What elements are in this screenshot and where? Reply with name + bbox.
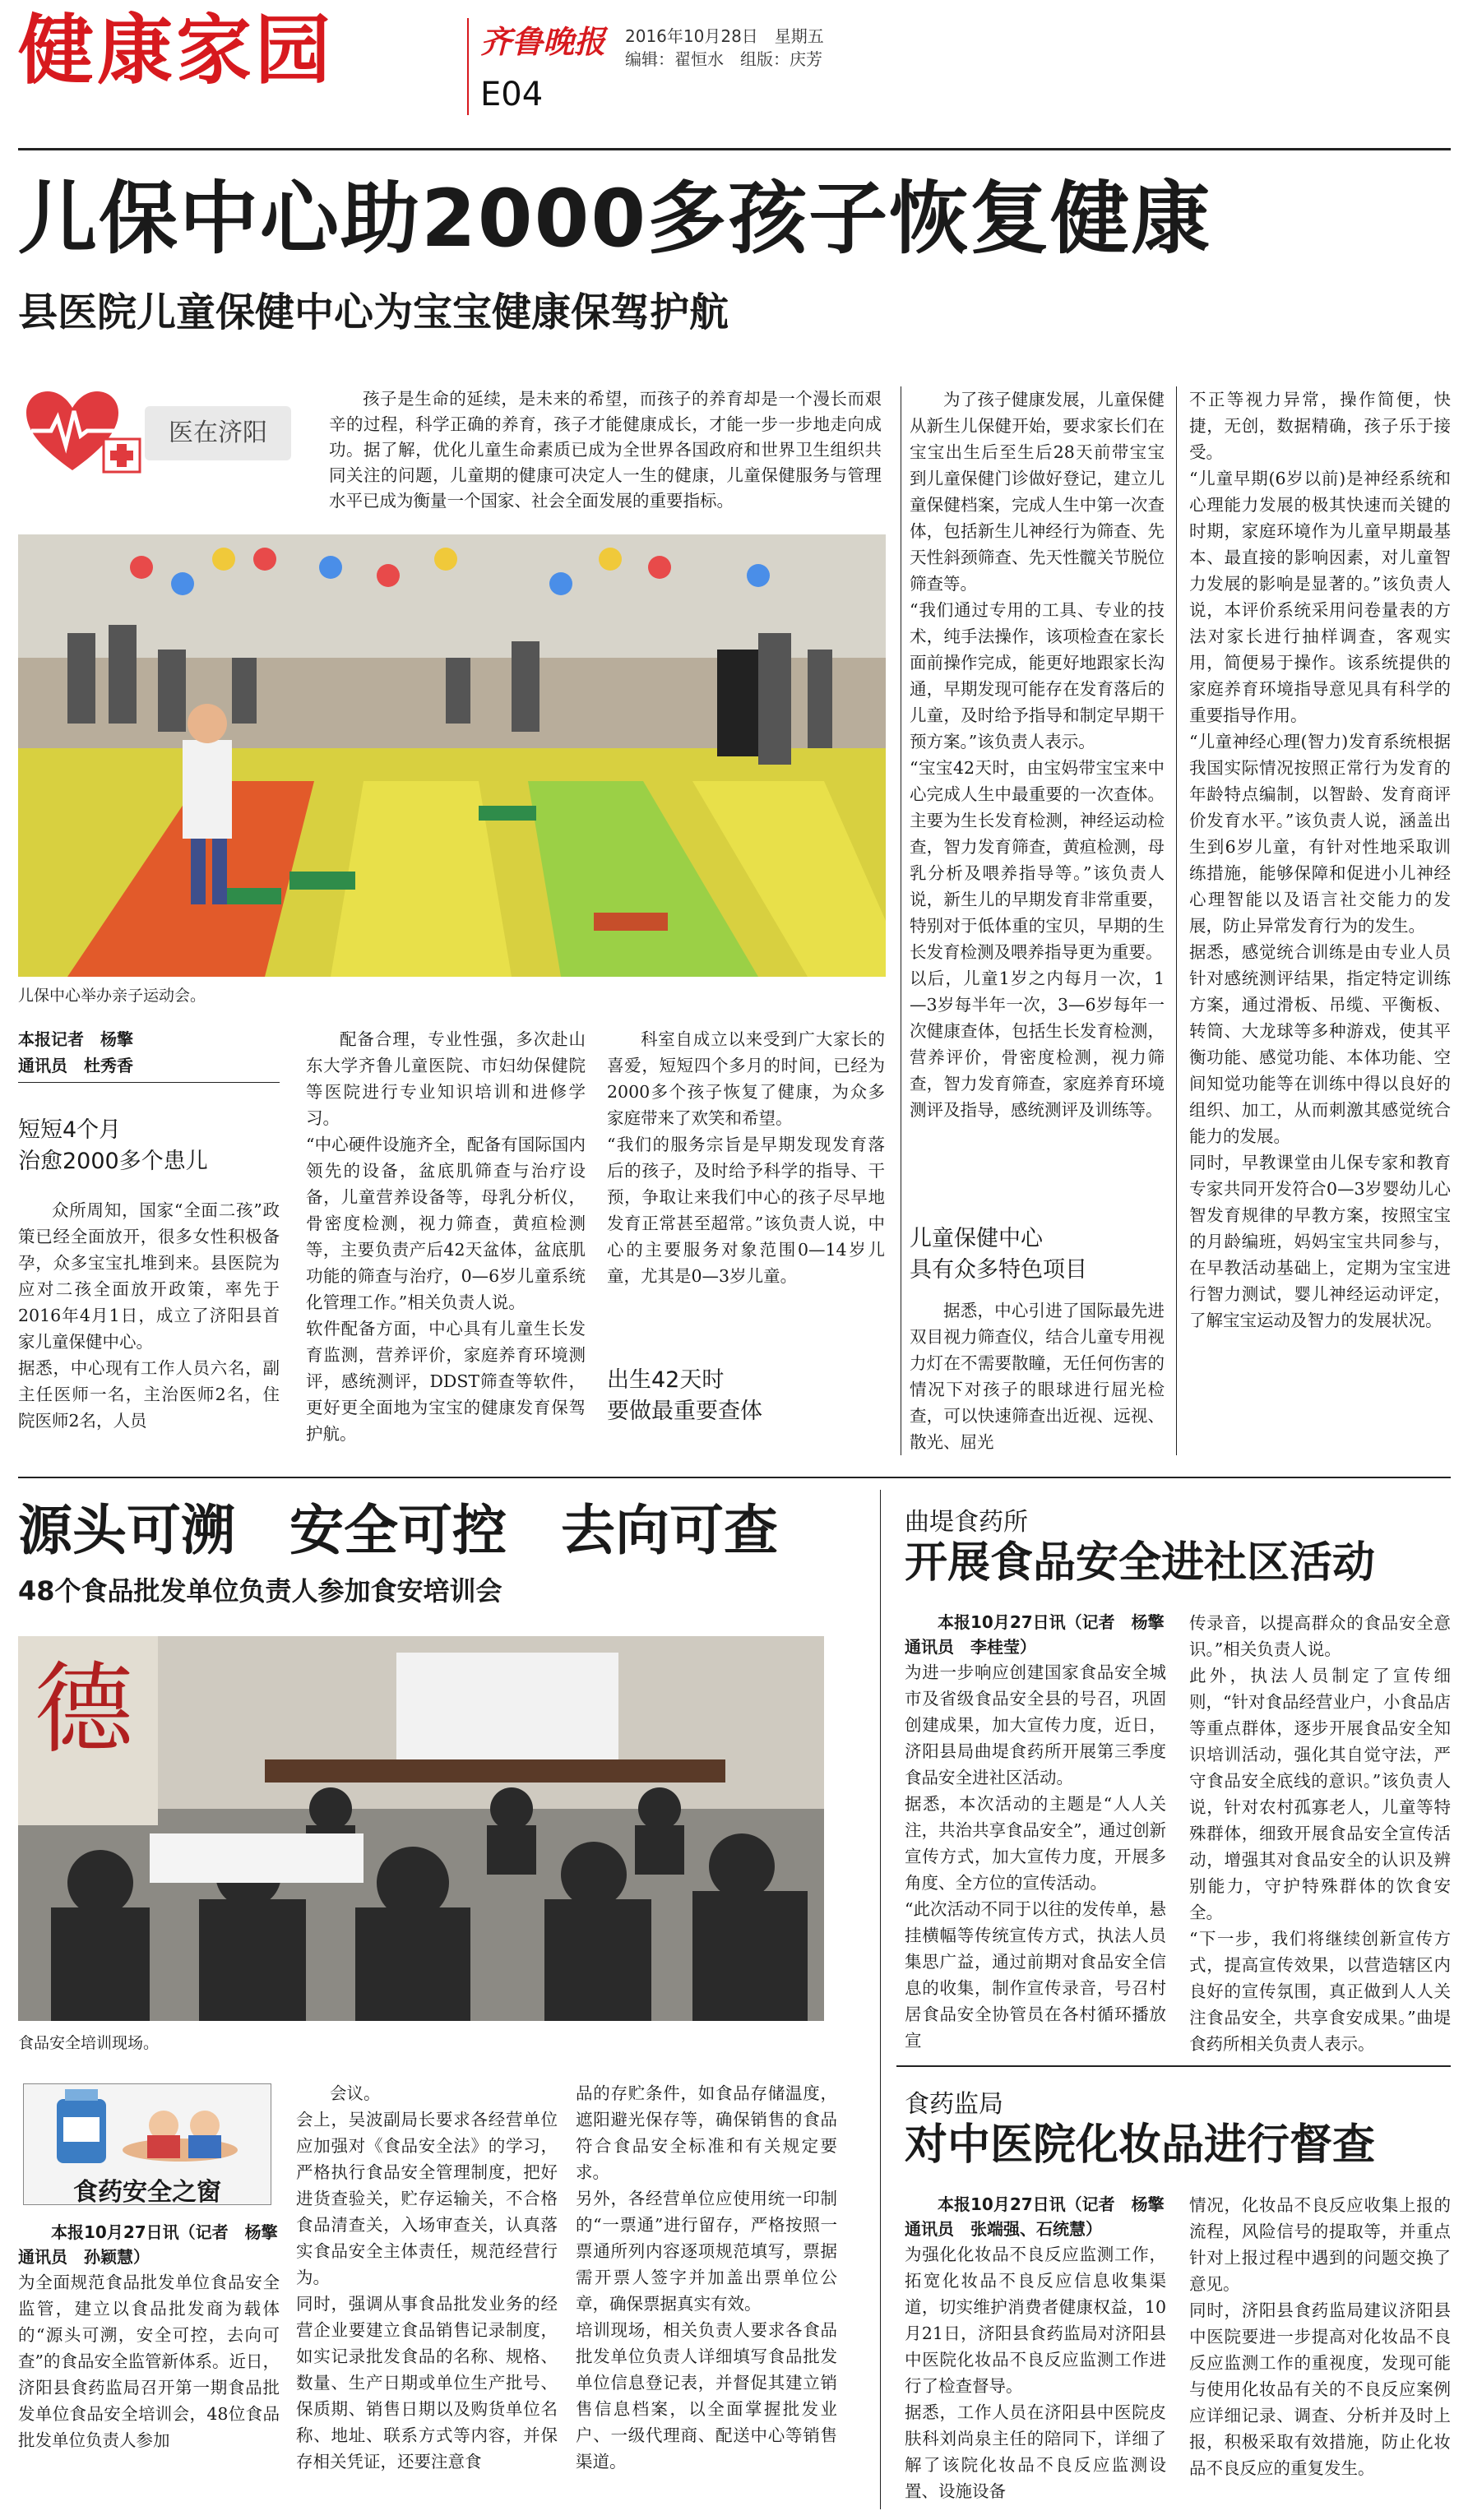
kids-sports-photo [18,534,886,977]
food-col-1: 本报10月27日讯（记者 杨擎 通讯员 孙颖慧） 为全面规范食品批发单位食品安全监管，建立以食品批发商为载体的“源头可溯，安全可控，去向可查”的食品安全监管新体系。近日，济阳县食药监局召开第一期食品批发单位食品安全培训会，48位食品批发单位负责人参加 [18,2222,294,2450]
subhead-features: 具有众多特色项目 [910,1257,1087,1283]
cosmetics-col-1: 本报10月27日讯（记者 杨擎 通讯员 张端强、石统慧） 为强化化妆品不良反应监测工作，拓宽化妆品不良反应信息收集渠道，切实维护消费者健康权益，10月21日，济阳县食药监局对济阳县中医院化妆品不良反应监测工作进行了检查督导。 据悉，工作人员在济阳县中医院皮肤科刘尚泉主任的陪同下，详细了解了该院化妆品不良反应监测设置、设施设备 [905,2194,1181,2501]
cosmetics-headline: 对中医院化妆品进行督查 [905,2120,1376,2170]
main-col-5: 不正等视力异常，操作简便，快捷，无创，数据精确，孩子乐于接受。 “儿童早期(6岁以前)是神经系统和心理能力发展的极其快速而关键的时期，家庭环境作为儿童早期最基本、最直接的影响因素，对儿童智力发展的影响是显著的。”该负责人说，本评价系统采用问卷量表的方法对家长进行抽样调查，客观实用，简便易于操作。该系统提供的家庭养育环境指导意见具有科学的重要指导作用。 “儿童神经心理(智力)发育系统根据我国实际情况按照正常行为发育的年龄特点编制，以智龄、发育商评价发育水平。”该负责人说，涵盖出生到6岁儿童，有针对性地采取训练措施，能够保障和促进小儿神经心理智能以及语言社交能力的发展，防止异常发育行为的发生。 据悉，感觉统合训练是由专业人员针对感统测评结果，指定特定训练方案，通过滑板、吊缆、平衡板、转筒、大龙球等多种游戏，使其平衡功能、感觉功能、本体功能、空间知觉功能等在训练中得以良好的组织、加工，从而刺激其感觉统合能力的发展。 同时，早教课堂由儿保专家和教育专家共同开发符合0—3岁婴幼儿心智发育规律的早教方案，按照宝宝的月龄编班，妈妈宝宝共同参与，在早教活动基础上，定期为宝宝进行智力测试，婴儿神经运动评定，了解宝宝运动及智力的发展状况。 [1189,390,1451,1330]
byline-reporter: 本报记者 杨擎 [18,1029,133,1049]
food-logo-label: 食药安全之窗 [73,2178,221,2207]
food-deck: 48个食品批发单位负责人参加食安培训会 [18,1575,502,1607]
main-col-4b: 据悉，中心引进了国际最先进双目视力筛查仪，结合儿童专用视力灯在不需要散瞳，无任何伤害的情况下对孩子的眼球进行屈光检查，可以快速筛查出近视、远视、散光、屈光 [910,1301,1165,1452]
main-deck: 县医院儿童保健中心为宝宝健康保驾护航 [18,289,729,335]
food-col-2: 会议。 会上，吴波副局长要求各经营单位应加强对《食品安全法》的学习，严格执行食品安全管理制度，把好进货查验关，贮存运输关，不合格食品清查关，入场审查关，认真落实食品安全主体责任，规范经营行为。 同时，强调从事食品批发业务的经营企业要建立食品销售记录制度，如实记录批发食品的名称、规格、数量、生产日期或单位生产批号、保质期、销售日期以及购货单位名称、地址、联系方式等内容，并保存相关凭证，还要注意食 [296,2083,558,2471]
byline-correspondent: 通讯员 杜秀香 [18,1056,133,1075]
issue-date: 2016年10月28日 星期五 [625,26,824,46]
photo-caption-kids: 儿保中心举办亲子运动会。 [18,987,206,1005]
page-number: E04 [480,76,544,113]
medicine-bottle-icon [24,2084,271,2166]
heart-pulse-icon [23,388,146,479]
main-col-3: 科室自成立以来受到广大家长的喜爱，短短四个多月的时间，已经为2000多个孩子恢复了健康，为众多家庭带来了欢笑和希望。 “我们的服务宗旨是早期发现发育落后的孩子，及时给予科学的指导、干预，争取让来我们中心的孩子尽早地发育正常甚至超常。”该负责人说，中心的主要服务对象范围0—14岁儿童，尤其是0—3岁儿童。 [607,1029,885,1286]
subhead-four-months: 短短4个月 [18,1117,122,1143]
column-rule [1176,386,1177,1455]
main-col-1: 众所周知，国家“全面二孩”政策已经全面放开，很多女性积极备孕，众多宝宝扎堆到来。县医院为应对二孩全面放开政策，率先于2016年4月1日，成立了济阳县首家儿童保健中心。 据悉，中心现有工作人员六名，副主任医师一名，主治医师2名，住院医师2名，人员 [18,1200,280,1431]
photo-caption-training: 食品安全培训现场。 [18,2034,160,2052]
column-rule [880,1490,881,2509]
community-kicker: 曲堤食药所 [905,1508,1028,1537]
food-safety-logo [23,2083,271,2205]
section-rule [896,2065,1451,2067]
community-col-1: 本报10月27日讯（记者 杨擎 通讯员 李桂莹） 为进一步响应创建国家食品安全城市及省级食品安全县的号召，巩固创建成果，加大宣传力度，近日，济阳县局曲堤食药所开展第三季度食品安全进社区活动。 据悉，本次活动的主题是“人人关注，共治共享食品安全”，通过创新宣传方式，加大宣传力度，开展多角度、全方位的宣传活动。 “此次活动不同于以往的发传单，悬挂横幅等传统宣传方式，执法人员集思广益，通过前期对食品安全信息的收集，制作宣传录音，号召村居食品安全协管员在各村循环播放宣 [905,1612,1181,2051]
main-headline: 儿保中心助2000多孩子恢复健康 [18,173,1212,265]
subhead-center: 儿童保健中心 [910,1226,1043,1251]
masthead-divider [467,18,469,115]
byline-rule [18,1082,280,1083]
training-photo [18,1636,824,2021]
section-rule [18,1477,1451,1478]
subhead-cured: 治愈2000多个患儿 [18,1149,208,1174]
editors-line: 编辑：翟恒水 组版：庆芳 [625,49,822,69]
subhead-42-days: 出生42天时 [607,1367,725,1393]
section-title: 健康家园 [18,7,335,95]
community-col-2: 传录音，以提高群众的食品安全意识。”相关负责人说。 此外，执法人员制定了宣传细则，“针对食品经营业户，小食品店等重点群体，逐步开展食品安全知识培训活动，强化其自觉守法，严守食品安全底线的意识。”该负责人说，针对农村孤寡老人，儿童等特殊群体，细致开展食品安全宣传活动，增强其对食品安全的认识及辨别能力，守护特殊群体的饮食安全。 “下一步，我们将继续创新宣传方式，提高宣传效果，以营造辖区内良好的宣传氛围，真正做到人人关注食品安全，共享食安成果。”曲堤食药所相关负责人表示。 [1189,1613,1451,2054]
main-col-4: 为了孩子健康发展，儿童保健从新生儿保健开始，要求家长们在宝宝出生后至生后28天前带宝宝到儿童保健门诊做好登记，建立儿童保健档案，完成人生中第一次查体，包括新生儿神经行为筛查、先天性斜颈筛查、先天性髋关节脱位筛查等。 “我们通过专用的工具、专业的技术，纯手法操作，该项检查在家长面前操作完成，能更好地跟家长沟通，早期发现可能存在发育落后的儿童，及时给予指导和制定早期干预方案。”该负责人表示。 “宝宝42天时，由宝妈带宝宝来中心完成人生中最重要的一次查体。主要为生长发育检测，神经运动检查，智力发育筛查，黄疸检测，母乳分析及喂养指导等。”该负责人说，新生儿的早期发育非常重要，特别对于低体重的宝贝，早期的生长发育检测及喂养指导更为重要。 以后，儿童1岁之内每月一次，1—3岁每半年一次，3—6岁每年一次健康查体，包括生长发育检测，营养评价，骨密度检测，视力筛查，智力发育筛查，家庭养育环境测评及指导，感统测评及训练等。 [910,390,1165,1120]
food-headline: 源头可溯 安全可控 去向可查 [18,1499,778,1562]
subhead-checkup: 要做最重要查体 [607,1399,762,1424]
cosmetics-col-2: 情况，化妆品不良反应收集上报的流程，风险信号的提取等，并重点针对上报过程中遇到的问题交换了意见。 同时，济阳县食药监局建议济阳县中医院要进一步提高对化妆品不良反应监测工作的重视度，发现可能与使用化妆品有关的不良反应案例应详细记录、调查、分析并及时上报，积极采取有效措施，防止化妆品不良反应的重复发生。 [1189,2195,1451,2478]
food-col-3: 品的存贮条件，如食品存储温度，遮阳避光保存等，确保销售的食品符合食品安全标准和有关规定要求。 另外，各经营单位应使用统一印制的“一票通”进行留存，严格按照一票通所列内容逐项规范填写，票据需开票人签字并加盖出票单位公章，确保票据真实有效。 培训现场，相关负责人要求各食品批发单位负责人详细填写食品批发单位信息登记表，并督促其建立销售信息档案，以全面掌握批发业户、一级代理商、配送中心等销售渠道。 [576,2083,837,2471]
masthead-rule [18,148,1451,150]
lead-paragraph: 孩子是生命的延续，是未来的希望，而孩子的养育却是一个漫长而艰辛的过程，科学正确的养育，孩子才能健康成长，才能一步一步地走向成功。据了解，优化儿童生命素质已成为全世界各国政府和世界卫生组织共同关注的问题，儿童期的健康可决定人一生的健康，儿童保健服务与管理水平已成为衡量一个国家、社会全面发展的重要指标。 [329,389,882,511]
paper-name: 齐鲁晚报 [480,23,606,60]
community-headline: 开展食品安全进社区活动 [905,1538,1376,1588]
logo-label: 医在济阳 [145,406,291,460]
main-col-2: 配备合理，专业性强，多次赴山东大学齐鲁儿童医院、市妇幼保健院等医院进行专业知识培训和进修学习。 “中心硬件设施齐全，配备有国际国内领先的设备，盆底肌筛查与治疗设备，儿童营养设备等，母乳分析仪，骨密度检测，视力筛查，黄疸检测等，主要负责产后42天盆体，盆底肌功能的筛查与治疗，0—6岁儿童系统化管理工作。”相关负责人说。 软件配备方面，中心具有儿童生长发育监测，营养评价，家庭养育环境测评，感统测评，DDST筛查等软件，更好更全面地为宝宝的健康发育保驾护航。 [306,1029,586,1444]
svg-text:德: 德 [35,1653,133,1767]
cosmetics-kicker: 食药监局 [905,2090,1003,2119]
health-logo [23,388,286,479]
